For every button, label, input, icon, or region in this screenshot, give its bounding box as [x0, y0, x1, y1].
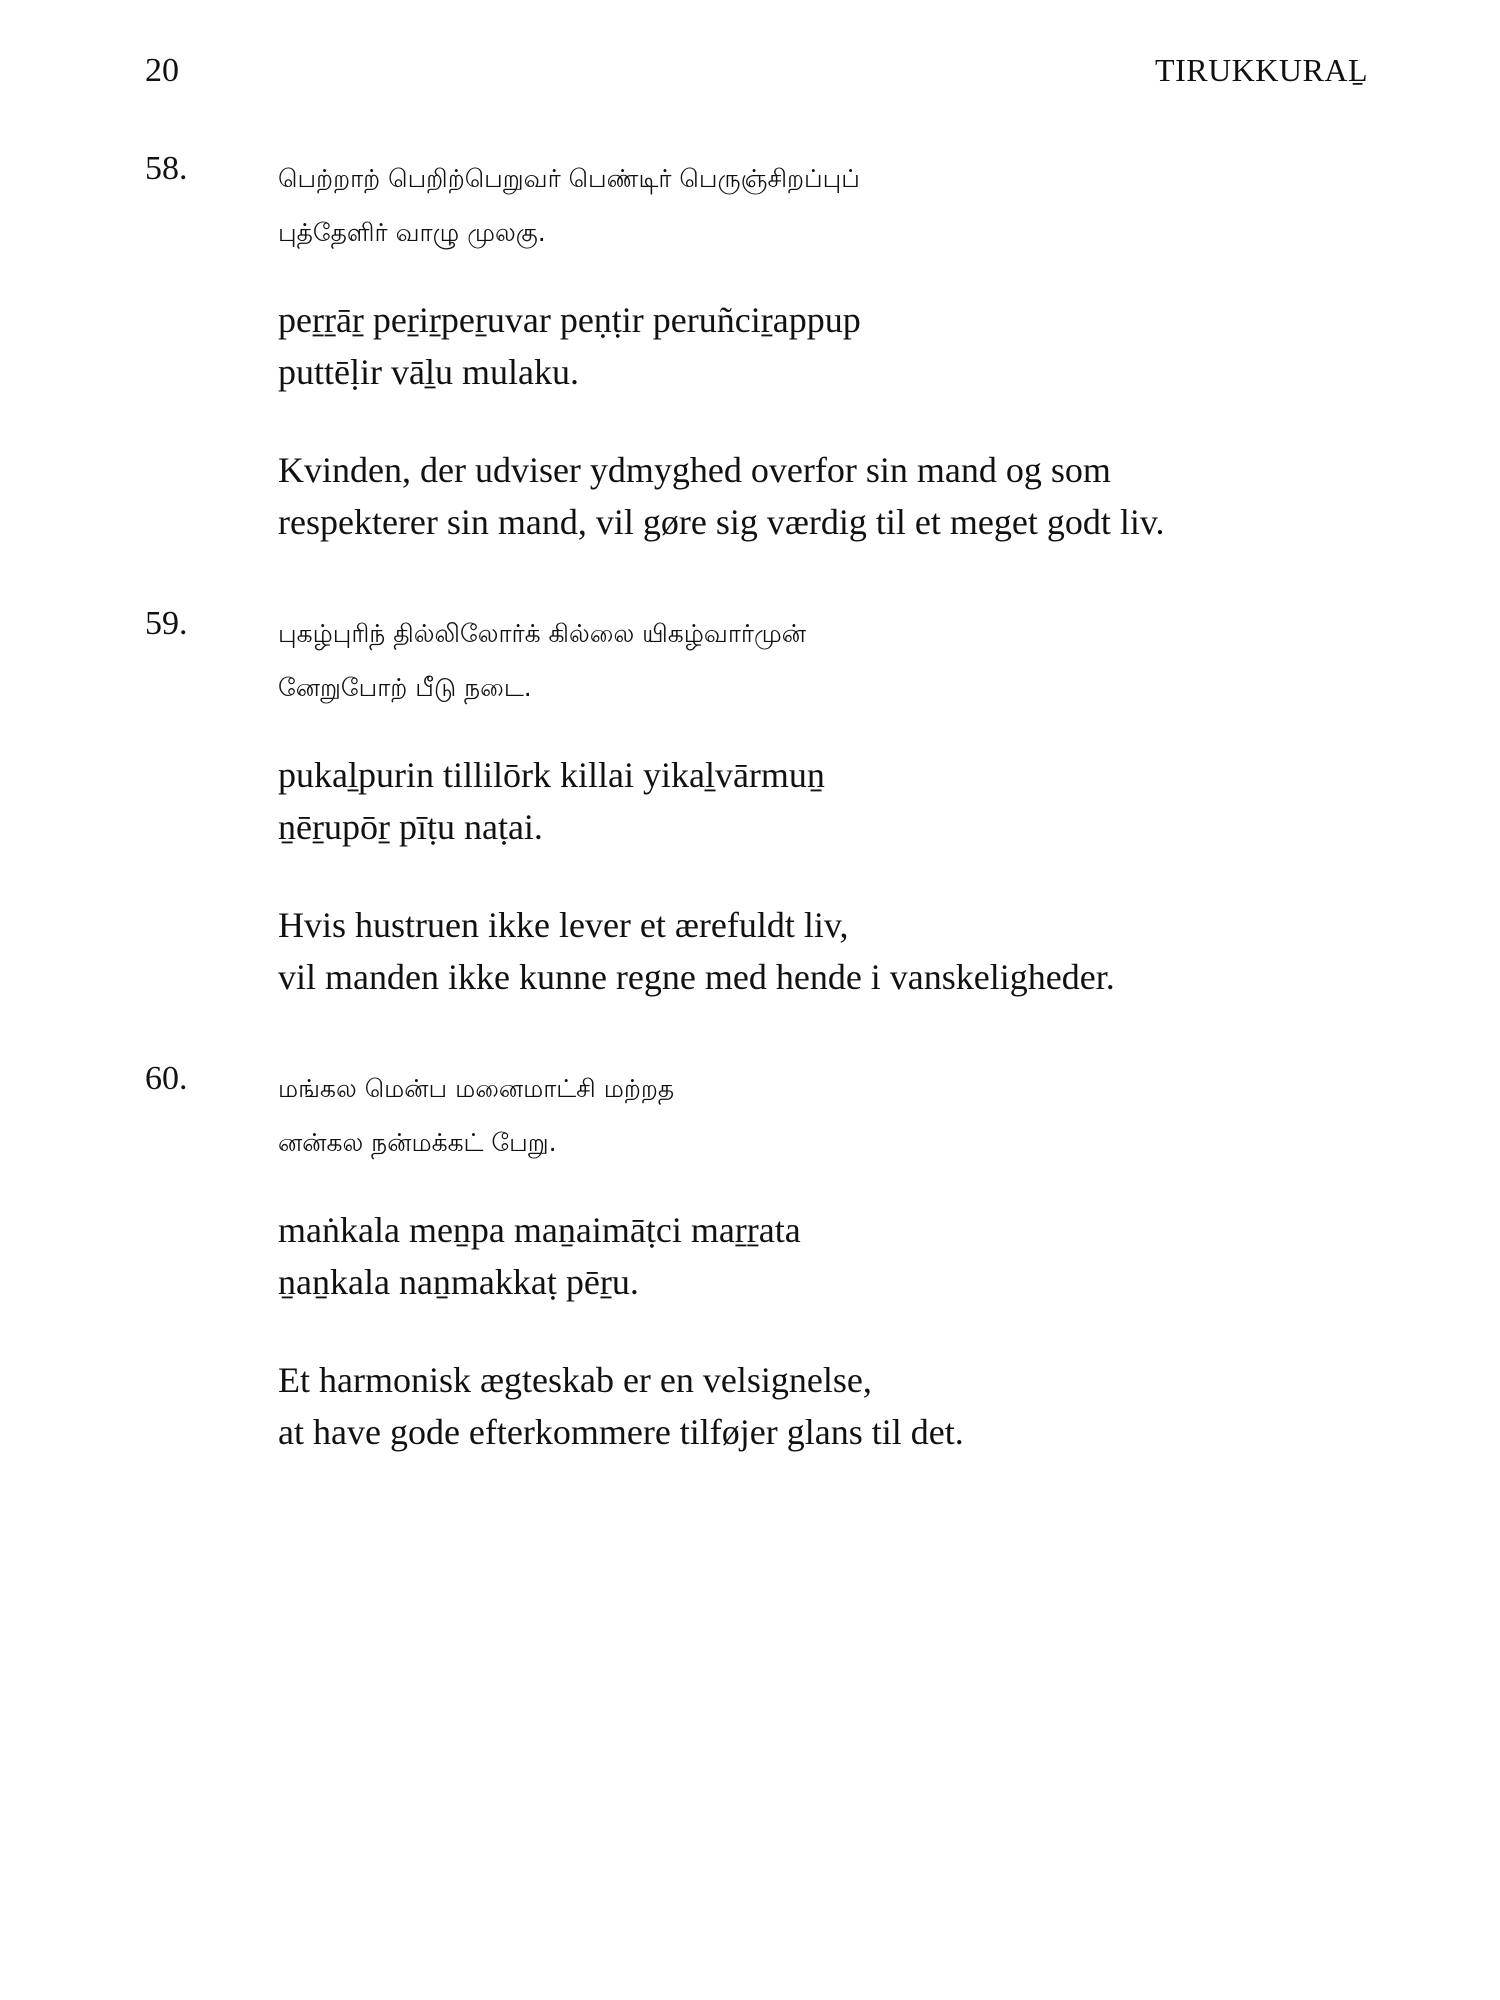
- transliteration-line: ṉaṉkala naṉmakkaṭ pēṟu.: [278, 1262, 639, 1302]
- tamil-line: புகழ்புரிந் தில்லிலோர்க் கில்லை யிகழ்வார்முன்: [278, 619, 806, 648]
- verse-number: 59.: [145, 605, 188, 642]
- tamil-text: [278, 152, 860, 260]
- tamil-line: னேறுபோற் பீடு நடை.: [278, 673, 532, 702]
- danish-line: at have gode efterkommere tilføjer glans til det.: [278, 1412, 964, 1452]
- page-number: 20: [145, 52, 179, 89]
- danish-line: Kvinden, der udviser ydmyghed overfor sin mand og som: [278, 450, 1111, 490]
- tamil-text: [278, 1062, 674, 1170]
- danish-line: Et harmonisk ægteskab er en velsignelse,: [278, 1360, 872, 1400]
- verse-number: 60.: [145, 1060, 188, 1097]
- danish-translation: [278, 444, 1164, 548]
- transliteration: [278, 1204, 801, 1308]
- tamil-line: பெற்றாற் பெறிற்பெறுவர் பெண்டிர் பெருஞ்சிறப்புப்: [278, 164, 860, 193]
- verse-number: 58.: [145, 150, 188, 187]
- transliteration-line: pukaḻpurin tillilōrk killai yikaḻvārmuṉ: [278, 755, 825, 795]
- transliteration-line: maṅkala meṉpa maṉaimāṭci maṟṟata: [278, 1210, 801, 1250]
- transliteration: [278, 749, 825, 853]
- tamil-line: புத்தேளிர் வாழு முலகு.: [278, 218, 546, 247]
- danish-translation: [278, 1354, 964, 1458]
- transliteration-line: puttēḷir vāḻu mulaku.: [278, 352, 579, 392]
- danish-line: vil manden ikke kunne regne med hende i vanskeligheder.: [278, 957, 1115, 997]
- tamil-line: மங்கல மென்ப மனைமாட்சி மற்றத: [278, 1074, 675, 1103]
- transliteration-line: peṟṟāṟ peṟiṟpeṟuvar peṇṭir peruñciṟappup: [278, 300, 861, 340]
- tamil-text: [278, 607, 806, 715]
- transliteration: [278, 294, 861, 398]
- danish-line: respekterer sin mand, vil gøre sig værdig til et meget godt liv.: [278, 502, 1165, 542]
- transliteration-line: ṉēṟupōṟ pīṭu naṭai.: [278, 807, 543, 847]
- danish-translation: [278, 899, 1115, 1003]
- danish-line: Hvis hustruen ikke lever et ærefuldt liv,: [278, 905, 849, 945]
- tamil-line: னன்கல நன்மக்கட் பேறு.: [278, 1128, 557, 1157]
- running-title: TIRUKKURAḺ: [1155, 52, 1368, 88]
